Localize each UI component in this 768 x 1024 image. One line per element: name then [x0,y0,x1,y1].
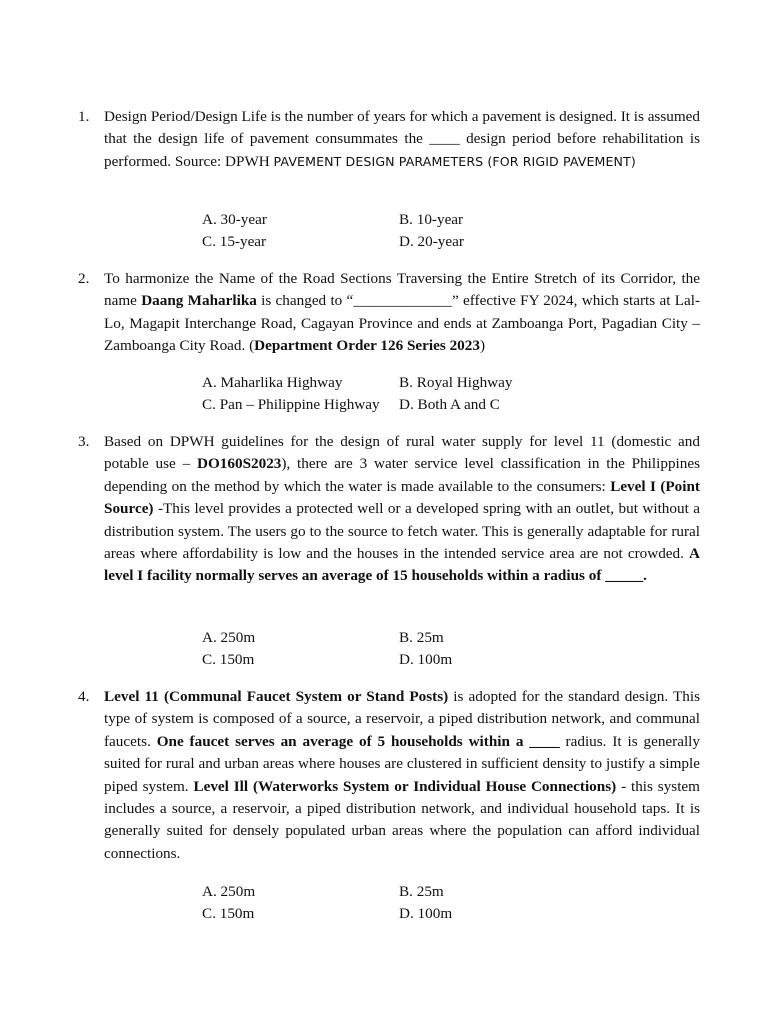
question-stem: Design Period/Design Life is the number of years for which a pavement is designed. It is assumed that the design life of pavement consummates the ____ design period before rehabilitation is performed. Source: DPWH PAVEMENT DESIGN PARAMETERS (FOR RIGID PAVEMENT) [104,108,700,170]
option-a[interactable]: A. Maharlika Highway [202,374,343,391]
option-b[interactable]: B. 25m [399,883,444,900]
question-stem: Based on DPWH guidelines for the design of rural water supply for level 11 (domestic and potable use – DO160S2023), there are 3 water service level classification in the Philippines depending on the method by which the water is made available to the consumers: Level I (Point Source) -This level provides a protected well or a developed spring with an outlet, but without a distribution system. The users go to the source to fetch water. This is generally adaptable for rural areas where affordability is low and the houses in the intended service area are not crowded. A level I facility normally serves an average of 15 households within a radius of _____. [104,433,700,585]
question-number: 1. [78,108,90,125]
option-a[interactable]: A. 250m [202,883,256,900]
option-d[interactable]: D. 100m [399,905,453,922]
question-number: 4. [78,688,90,705]
question-number: 3. [78,433,90,450]
option-b[interactable]: B. Royal Highway [399,374,513,391]
question-3-options [202,627,682,671]
question-stem: To harmonize the Name of the Road Sections Traversing the Entire Stretch of its Corridor, the name Daang Maharlika is changed to “_____________” effective FY 2024, which starts at Lal-Lo, Magapit Interchange Road, Cagayan Province and ends at Zamboanga Port, Pagadian City – Zamboanga City Road. (Department Order 126 Series 2023) [104,270,701,355]
option-d[interactable]: D. 20-year [399,233,464,250]
option-c[interactable]: C. 15-year [202,233,267,250]
option-b[interactable]: B. 10-year [399,211,464,228]
option-d[interactable]: D. 100m [399,651,453,668]
question-4 [78,686,700,865]
option-c[interactable]: C. Pan – Philippine Highway [202,396,380,413]
question-stem: Level 11 (Communal Faucet System or Stand Posts) is adopted for the standard design. This type of system is composed of a source, a reservoir, a piped distribution network, and communal faucets. One faucet serves an average of 5 households within a ____ radius. It is generally suited for rural and urban areas where houses are clustered in sufficient density to justify a simple piped system. Level Ill (Waterworks System or Individual House Connections) - this system includes a source, a reservoir, a piped distribution network, and individual household taps. It is generally suited for densely populated urban areas where the population can afford individual connections. [104,688,700,862]
question-1-options [202,209,682,253]
option-d[interactable]: D. Both A and C [399,396,500,413]
question-1 [78,106,700,173]
option-c[interactable]: C. 150m [202,651,255,668]
question-2 [78,268,700,358]
option-a[interactable]: A. 30-year [202,211,267,228]
option-c[interactable]: C. 150m [202,905,255,922]
question-number: 2. [78,270,90,287]
option-b[interactable]: B. 25m [399,629,444,646]
question-4-options [202,881,682,925]
option-a[interactable]: A. 250m [202,629,256,646]
question-3 [78,431,700,588]
question-2-options [202,372,682,416]
